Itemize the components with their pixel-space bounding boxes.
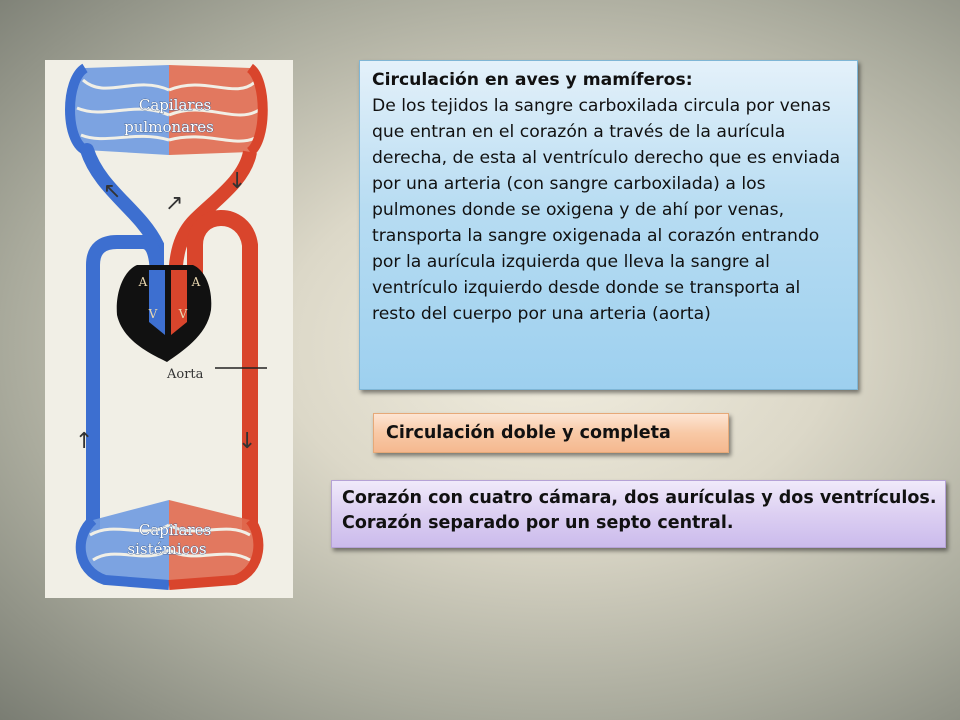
systemic-capillaries-label-line2: sistémicos (127, 540, 207, 558)
ventricle-label-left: V (148, 307, 158, 321)
heart-description-line2: Corazón separado por un septo central. (342, 513, 734, 533)
flow-arrow-up-left-icon: ↖ (103, 179, 122, 204)
circulation-type-box (373, 413, 729, 453)
heart-description-box (331, 480, 946, 548)
flow-arrow-down-top-icon: ↓ (228, 169, 247, 194)
circulation-diagram-svg (45, 60, 293, 598)
pulmonary-capillaries-label-line1: Capilares (138, 96, 212, 114)
systemic-capillaries-label-line1: Capilares (138, 521, 212, 539)
atrium-label-right: A (191, 275, 201, 289)
heart-description-line1: Corazón con cuatro cámara, dos aurículas y dos ventrículos. (342, 488, 937, 508)
flow-arrow-down-bottom-icon: ↓ (238, 429, 257, 454)
flow-arrow-up-right-icon: ↗ (165, 191, 184, 216)
circulation-description-body: De los tejidos la sangre carboxilada circula por venas que entran en el corazón a través de la aurícula derecha, de esta al ventrículo derecho que es enviada por una arteria (con sangre carboxilada) a los pulmones donde se oxigena y de ahí por venas, transporta la sangre oxigenada al corazón entrando por la aurícula izquierda que lleva la sangre al ventrículo izquierdo desde donde se transporta al resto del cuerpo por una arteria (aorta) (372, 96, 841, 324)
flow-arrow-up-bottom-icon: ↑ (75, 429, 94, 454)
circulation-description-box (359, 60, 858, 390)
ventricle-label-right: V (178, 307, 188, 321)
pulmonary-capillaries-label-line2: pulmonares (124, 118, 214, 136)
atrium-label-left: A (138, 275, 148, 289)
circulation-diagram (45, 60, 293, 598)
circulation-description-title: Circulación en aves y mamíferos: (372, 70, 693, 90)
aorta-label: Aorta (167, 367, 204, 382)
circulation-type-label: Circulación doble y completa (386, 423, 671, 443)
